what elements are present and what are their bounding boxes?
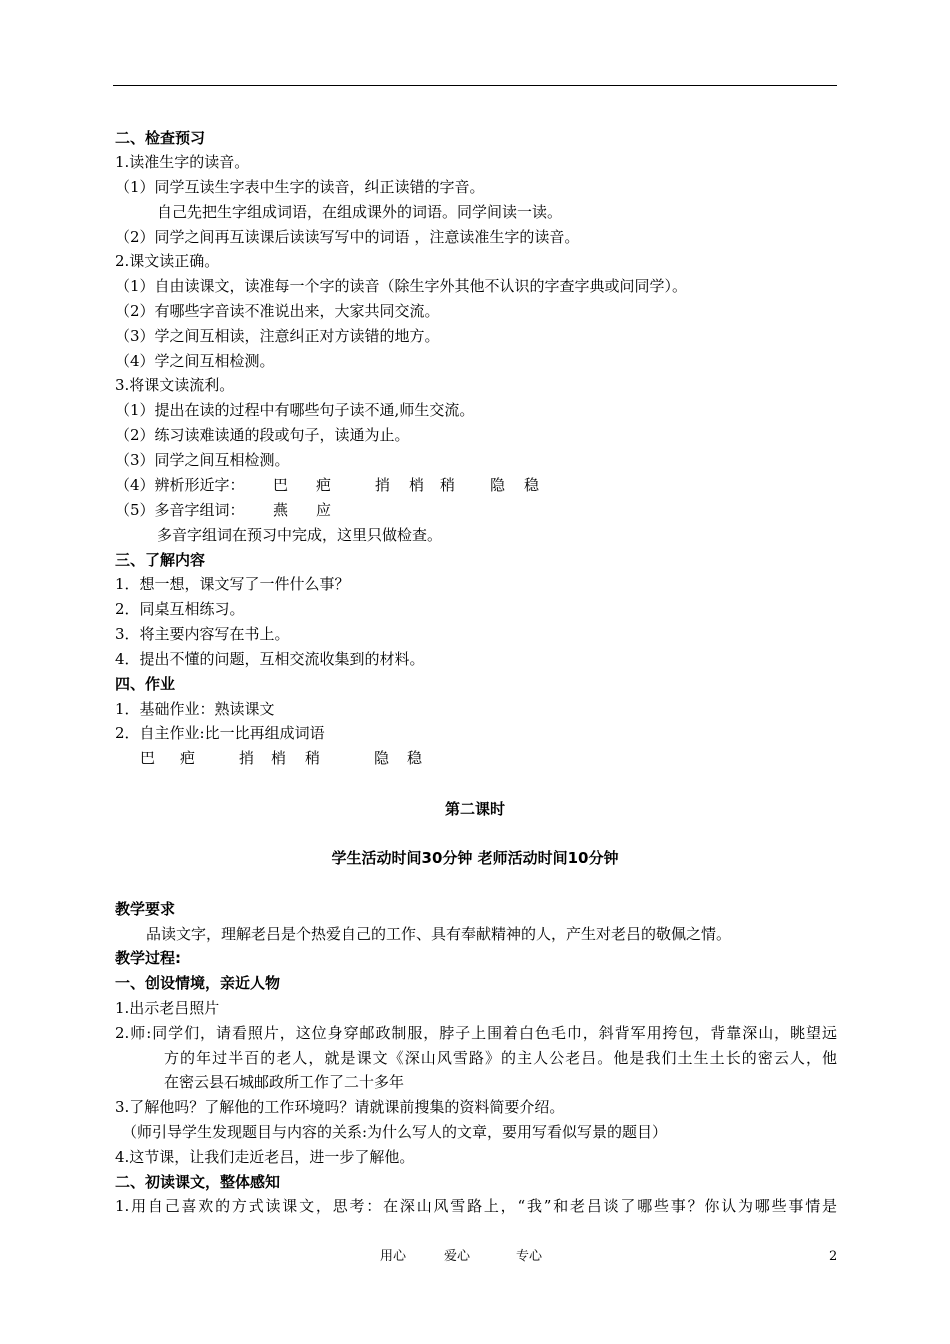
character: 疤 xyxy=(180,749,196,767)
polyphonic-characters-label: （5）多音字组词： xyxy=(115,501,245,519)
text-line: 1．想一想，课文写了一件什么事？ xyxy=(115,575,350,593)
text-line: 1.出示老吕照片 xyxy=(115,999,220,1017)
footer-motto-1: 用心 xyxy=(380,1249,407,1264)
text-line: 2．同桌互相练习。 xyxy=(115,600,245,618)
character: 梢 xyxy=(409,476,425,494)
section-heading-process: 教学过程: xyxy=(115,949,181,967)
footer-motto-2: 爱心 xyxy=(444,1249,471,1264)
text-line: 1.读准生字的读音。 xyxy=(115,153,250,171)
section-heading-content: 三、了解内容 xyxy=(115,551,206,569)
character: 捎 xyxy=(239,749,255,767)
text-line: （2）有哪些字音读不准说出来，大家共同交流。 xyxy=(115,302,440,320)
character: 梢 xyxy=(271,749,287,767)
character: 燕 xyxy=(273,501,289,519)
text-line: （3）同学之间互相检测。 xyxy=(115,451,290,469)
text-line: （4）学之间互相检测。 xyxy=(115,352,275,370)
text-line: （1）自由读课文，读准每一个字的读音（除生字外其他不认识的字查字典或问同学）。 xyxy=(115,277,688,295)
text-line: 3．将主要内容写在书上。 xyxy=(115,625,290,643)
character: 巴 xyxy=(273,476,289,494)
character: 巴 xyxy=(140,749,156,767)
text-line: 4.这节课，让我们走近老吕，进一步了解他。 xyxy=(115,1148,415,1166)
text-line: 3.了解他吗？了解他的工作环境吗？请就课前搜集的资料简要介绍。 xyxy=(115,1098,565,1116)
character: 稍 xyxy=(305,749,321,767)
header-rule xyxy=(113,85,837,86)
character: 疤 xyxy=(316,476,332,494)
section-heading-homework: 四、作业 xyxy=(115,675,176,693)
character: 稳 xyxy=(407,749,423,767)
character: 捎 xyxy=(375,476,391,494)
text-line: （1）提出在读的过程中有哪些句子读不通,师生交流。 xyxy=(115,401,475,419)
similar-characters-line xyxy=(115,475,539,495)
text-line: 方的年过半百的老人，就是课文《深山风雪路》的主人公老吕。他是我们土生土长的密云人，他 xyxy=(164,1049,837,1067)
text-line: 多音字组词在预习中完成，这里只做检查。 xyxy=(157,526,443,544)
footer-motto-3: 专心 xyxy=(516,1249,543,1264)
character: 隐 xyxy=(374,749,390,767)
text-line: （1）同学互读生字表中生字的读音，纠正读错的字音。 xyxy=(115,178,485,196)
text-line: （2）练习读难读通的段或句子，读通为止。 xyxy=(115,426,410,444)
text-line: 2.师:同学们，请看照片，这位身穿邮政制服，脖子上围着白色毛巾，斜背军用挎包，背靠深山，眺望远 xyxy=(115,1024,837,1042)
text-line: 2．自主作业:比一比再组成词语 xyxy=(115,724,325,742)
section-heading-requirements: 教学要求 xyxy=(115,900,176,918)
compare-characters-line xyxy=(140,748,422,768)
character: 应 xyxy=(316,501,332,519)
polyphonic-characters-line xyxy=(115,500,331,520)
character: 稍 xyxy=(440,476,456,494)
text-line: 在密云县石城邮政所工作了二十多年 xyxy=(164,1073,405,1091)
text-line: 1．基础作业：熟读课文 xyxy=(115,700,275,718)
section-heading-preview-check: 二、检查预习 xyxy=(115,129,206,147)
character: 隐 xyxy=(490,476,506,494)
text-line: 1.用自己喜欢的方式读课文，思考：在深山风雪路上，“我”和老吕谈了哪些事？你认为哪些事情是 xyxy=(115,1197,837,1215)
text-line: 品读文字，理解老吕是个热爱自己的工作、具有奉献精神的人，产生对老吕的敬佩之情。 xyxy=(146,925,732,943)
text-line: 3.将课文读流利。 xyxy=(115,376,235,394)
text-line: 自己先把生字组成词语，在组成课外的词语。同学间读一读。 xyxy=(157,203,563,221)
character: 稳 xyxy=(524,476,540,494)
text-line: 4．提出不懂的问题，互相交流收集到的材料。 xyxy=(115,650,425,668)
text-line: （2）同学之间再互读课后读读写写中的词语 ，注意读准生字的读音。 xyxy=(115,228,580,246)
section-heading-situation: 一、创设情境，亲近人物 xyxy=(115,974,281,992)
page-number: 2 xyxy=(829,1249,838,1264)
lesson-title: 第二课时 xyxy=(444,800,505,818)
similar-characters-label: （4）辨析形近字： xyxy=(115,476,245,494)
text-line: （3）学之间互相读，注意纠正对方读错的地方。 xyxy=(115,327,440,345)
activity-time: 学生活动时间30分钟 老师活动时间10分钟 xyxy=(331,849,619,867)
section-heading-first-reading: 二、初读课文，整体感知 xyxy=(115,1173,281,1191)
text-line: 2.课文读正确。 xyxy=(115,252,220,270)
text-line: （师引导学生发现题目与内容的关系:为什么写人的文章，要用写看似写景的题目） xyxy=(122,1123,668,1141)
